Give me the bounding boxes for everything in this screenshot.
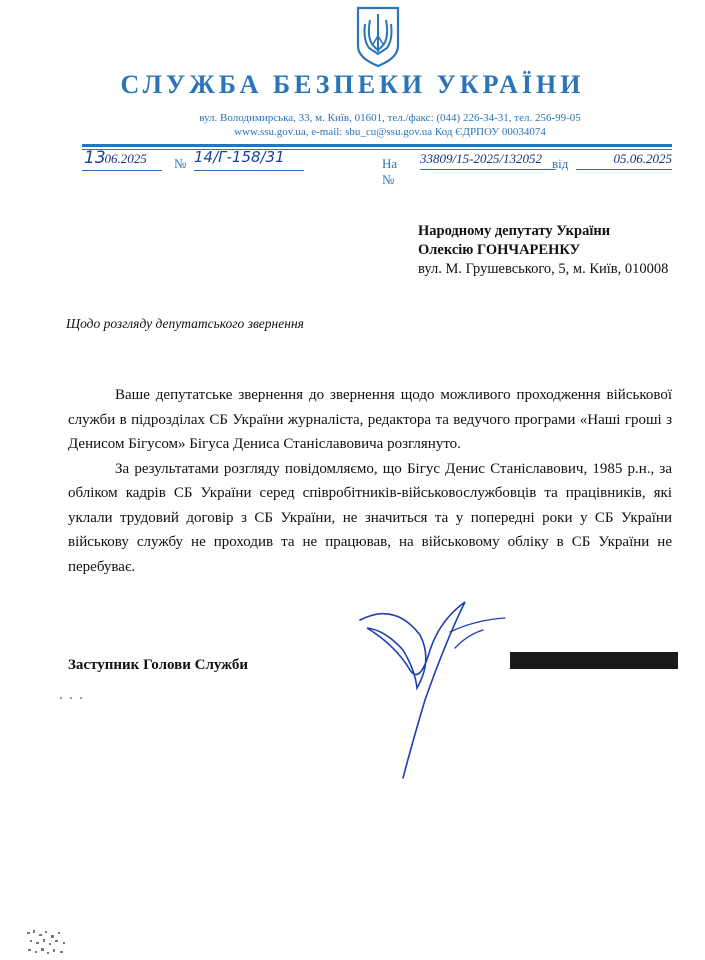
outgoing-number: 14/Г-158/31 [194, 148, 304, 171]
header-rule-thin [82, 149, 672, 150]
org-web-line: www.ssu.gov.ua, e-mail: sbu_cu@ssu.gov.ua Код ЄДРПОУ 00034074 [234, 126, 546, 138]
ref-label: На № [382, 156, 398, 187]
org-address-line: вул. Володимирська, 33, м. Київ, 01601, тел./факс: (044) 226-34-31, тел. 256-99-05 [199, 112, 581, 124]
addressee-position: Народному депутату України [418, 223, 611, 239]
handwritten-signature [355, 590, 520, 785]
outgoing-date: 13 . 06.2025 [82, 150, 162, 171]
scan-noise-patch [25, 920, 70, 960]
addressee-address: вул. М. Грушевського, 5, м. Київ, 010008 [418, 261, 669, 277]
scan-artifacts [60, 686, 90, 704]
from-label: від [552, 156, 569, 171]
header-rule [82, 144, 672, 147]
letter-body [68, 383, 672, 579]
addressee-name: Олексію ГОНЧАРЕНКУ [418, 242, 581, 258]
letter-subject: Щодо розгляду депутатського звернення [66, 316, 304, 331]
org-contacts [90, 111, 690, 139]
number-label: № [174, 156, 187, 171]
body-paragraph-2: За результатами розгляду повідомляємо, що Бігус Денис Станіславович, 1985 р.н., за обліком кадрів СБ України серед співробітників-військовослужбовців та працівників, які уклали трудовий договір з СБ України, не значиться та у попередні роки у СБ України військову службу не проходив та не працював, на військовому обліку в СБ України не перебуває. [68, 460, 672, 575]
org-title: СЛУЖБА БЕЗПЕКИ УКРАЇНИ [120, 70, 585, 99]
ref-date: 05.06.2025 [576, 151, 672, 170]
addressee-block [418, 222, 668, 279]
signer-title: Заступник Голови Служби [68, 657, 248, 673]
body-paragraph-1: Ваше депутатське звернення до звернення щодо можливого проходження військової служби в підрозділах СБ України журналіста, редактора та ведучого програми «Наші гроші з Денисом Бігусом» Бігуса Дениса Станіславовича розглянуто. [68, 387, 672, 452]
ref-number: 33809/15-2025/132052 [420, 151, 556, 170]
trident-icon [355, 6, 401, 68]
redacted-signer-name [510, 652, 678, 669]
